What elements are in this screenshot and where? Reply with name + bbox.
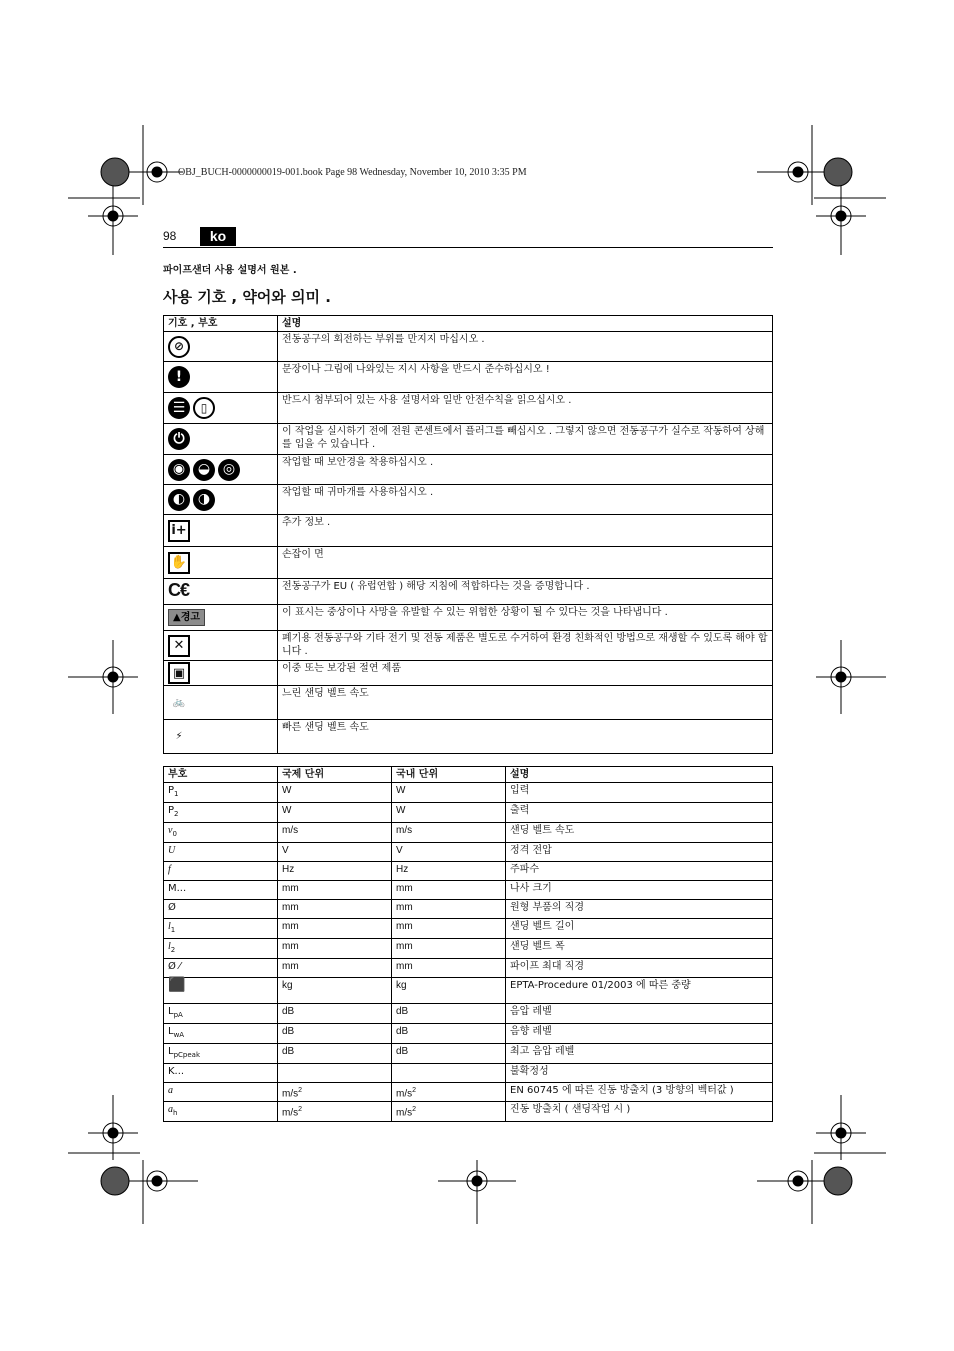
explanation-cell: 음향 레벨 (506, 1024, 773, 1044)
sign-cell (164, 803, 278, 823)
double-insulation-icon: ▣ (168, 662, 190, 684)
symbol-cell (164, 393, 278, 424)
sign-symbol: L (168, 1046, 174, 1057)
explanation-cell: 정격 전압 (506, 843, 773, 862)
intl-unit-cell (278, 900, 392, 919)
intl-unit-cell-value: W (282, 805, 292, 816)
sign-cell (164, 939, 278, 959)
sign-symbol: L (168, 1026, 174, 1037)
explanation-cell: 음압 레벨 (506, 1004, 773, 1024)
unit-row (164, 823, 773, 843)
unit-row (164, 1024, 773, 1044)
symbol-cell (164, 362, 278, 393)
intl-unit-cell (278, 1004, 392, 1024)
sign-symbol: P (168, 805, 175, 816)
sign-symbol: Ø ⁄ (168, 961, 181, 972)
symbol-cell (164, 332, 278, 362)
symbol-row (164, 720, 773, 754)
symbol-description: 작업할 때 귀마개를 사용하십시오 . (278, 485, 773, 515)
national-unit-cell (392, 803, 506, 823)
national-unit-cell-value: W (396, 785, 406, 796)
ear-protection-alt-icon: ◑ (193, 489, 215, 511)
intl-unit-cell (278, 1102, 392, 1122)
unit-row (164, 959, 773, 978)
no-touch-icon: ⊘ (168, 336, 190, 358)
explanation-cell: EN 60745 에 따른 진동 방출치 (3 방향의 벡터값 ) (506, 1083, 773, 1102)
explanation-cell: 파이프 최대 직경 (506, 959, 773, 978)
warning-triangle-icon: ▲ (173, 612, 181, 623)
intl-unit-cell-value: dB (282, 1026, 295, 1037)
sign-cell (164, 1102, 278, 1122)
intl-unit-cell-value: m/s (282, 1088, 299, 1100)
unit-row (164, 1044, 773, 1064)
symbol-cell (164, 424, 278, 455)
header-national-unit: 국내 단위 (392, 767, 506, 783)
national-unit-cell-value: mm (396, 902, 413, 913)
unit-row (164, 843, 773, 862)
ce-mark-icon: C€ (168, 579, 190, 600)
intl-unit-cell-exponent: 2 (298, 1087, 303, 1094)
national-unit-cell-exponent: 2 (412, 1087, 417, 1094)
unit-row (164, 1064, 773, 1083)
intl-unit-cell-exponent: 2 (298, 1106, 303, 1114)
header-explanation: 설명 (506, 767, 773, 783)
national-unit-cell (392, 1102, 506, 1122)
explanation-cell: 주파수 (506, 862, 773, 881)
unit-row (164, 900, 773, 919)
goggles-icon: ◎ (218, 459, 240, 481)
national-unit-cell (392, 843, 506, 862)
sign-subscript: pA (173, 1011, 183, 1019)
intl-unit-cell-value: mm (282, 921, 299, 932)
national-unit-cell (392, 1004, 506, 1024)
sign-cell (164, 881, 278, 900)
symbol-row (164, 661, 773, 686)
weight-icon: ⬛ (168, 977, 186, 993)
symbol-description: 이 표시는 중상이나 사망을 유발할 수 있는 위험한 상황이 될 수 있다는 것을 나타냅니다 . (278, 605, 773, 631)
fast-bike-icon: ⚡ (175, 731, 183, 742)
unit-row (164, 1083, 773, 1102)
intl-unit-cell (278, 919, 392, 939)
national-unit-cell-value: dB (396, 1006, 409, 1017)
symbol-description: 빠른 샌딩 벨트 속도 (278, 720, 773, 754)
sign-cell (164, 843, 278, 862)
intl-unit-cell (278, 783, 392, 803)
slow-bike-icon: 🚲 (172, 697, 186, 708)
intl-unit-cell (278, 823, 392, 843)
sign-cell (164, 959, 278, 978)
symbol-description: 느린 샌딩 벨트 속도 (278, 686, 773, 720)
sign-cell (164, 978, 278, 1004)
symbol-row (164, 393, 773, 424)
exclamation-icon: ! (168, 366, 190, 388)
intl-unit-cell (278, 959, 392, 978)
national-unit-cell (392, 900, 506, 919)
explanation-cell: 진동 방출치 ( 샌딩작업 시 ) (506, 1102, 773, 1122)
national-unit-cell-exponent: 2 (412, 1106, 417, 1114)
ear-protection-icon: ◐ (168, 489, 190, 511)
symbol-cell (164, 547, 278, 579)
sign-subscript: wA (173, 1031, 185, 1039)
info-plus-icon: i+ (168, 520, 190, 542)
explanation-cell: 샌딩 벨트 폭 (506, 939, 773, 959)
sign-cell (164, 823, 278, 843)
header-description: 설명 (278, 316, 773, 332)
symbol-cell (164, 631, 278, 661)
symbol-row (164, 424, 773, 455)
symbol-cell (164, 605, 278, 631)
symbol-description: 이중 또는 보강된 절연 제품 (278, 661, 773, 686)
sign-symbol: U (168, 845, 176, 856)
symbol-row (164, 362, 773, 393)
intl-unit-cell (278, 862, 392, 881)
sign-cell (164, 1024, 278, 1044)
intl-unit-cell (278, 881, 392, 900)
sign-symbol: K... (168, 1066, 185, 1077)
national-unit-cell (392, 823, 506, 843)
units-header-row (164, 767, 773, 783)
header-sign: 부호 (164, 767, 278, 783)
symbol-row (164, 631, 773, 661)
read-manual-icon: ☰ (168, 397, 190, 419)
header-symbol: 기호 , 부호 (164, 316, 278, 332)
intl-unit-cell-value: mm (282, 902, 299, 913)
unplug-icon: ⏻ (168, 428, 190, 450)
sign-subscript: 2 (170, 946, 176, 954)
national-unit-cell (392, 1083, 506, 1102)
unit-row (164, 919, 773, 939)
symbol-row (164, 605, 773, 631)
symbol-row (164, 485, 773, 515)
intl-unit-cell (278, 1024, 392, 1044)
national-unit-cell-value: dB (396, 1026, 409, 1037)
unit-row (164, 881, 773, 900)
sign-symbol: M... (168, 883, 187, 894)
sign-symbol: P (168, 785, 175, 796)
national-unit-cell-value: mm (396, 883, 413, 894)
sign-symbol: l (168, 921, 171, 932)
intl-unit-cell-value: W (282, 785, 292, 796)
sign-cell (164, 1083, 278, 1102)
sign-subscript: h (173, 1109, 178, 1118)
unit-row (164, 939, 773, 959)
book-icon: ▯ (193, 397, 215, 419)
national-unit-cell (392, 919, 506, 939)
intl-unit-cell (278, 803, 392, 823)
sign-subscript: 1 (174, 790, 179, 798)
intl-unit-cell-value: mm (282, 941, 299, 952)
symbol-description: 추가 정보 . (278, 515, 773, 547)
sign-symbol: l (168, 941, 171, 952)
explanation-cell: EPTA-Procedure 01/2003 에 따른 중량 (506, 978, 773, 1004)
national-unit-cell (392, 939, 506, 959)
symbol-row (164, 455, 773, 485)
explanation-cell: 입력 (506, 783, 773, 803)
national-unit-cell-value: W (396, 805, 406, 816)
national-unit-cell-value: m/s (396, 825, 413, 836)
national-unit-cell (392, 1024, 506, 1044)
national-unit-cell (392, 1064, 506, 1083)
sign-subscript: 2 (174, 810, 179, 818)
sign-cell (164, 900, 278, 919)
symbol-description: 문장이나 그림에 나와있는 지시 사항을 반드시 준수하십시오 ! (278, 362, 773, 393)
intl-unit-cell-value: mm (282, 961, 299, 972)
national-unit-cell (392, 1044, 506, 1064)
intl-unit-cell-value: V (282, 845, 289, 856)
symbol-row (164, 515, 773, 547)
face-shield-icon: ◒ (193, 459, 215, 481)
weee-bin-icon: ✕ (168, 635, 190, 657)
safety-glasses-icon: ◉ (168, 459, 190, 481)
symbol-cell (164, 661, 278, 686)
symbol-description: 이 작업을 실시하기 전에 전원 콘센트에서 플러그를 빼십시오 . 그렇지 않으면 전동공구가 실수로 작동하여 상해를 입을 수 있습니다 . (278, 424, 773, 455)
print-line: OBJ_BUCH-0000000019-001.book Page 98 Wednesday, November 10, 2010 3:35 PM (178, 167, 527, 178)
page-number: 98 (163, 229, 177, 243)
symbol-description: 전동공구가 EU ( 유럽연합 ) 해당 지침에 적합하다는 것을 증명합니다 . (278, 579, 773, 605)
symbol-row (164, 332, 773, 362)
sign-subscript: pCpeak (173, 1051, 201, 1059)
sign-cell (164, 919, 278, 939)
national-unit-cell-value: m/s (396, 1107, 413, 1119)
header-rule (163, 247, 773, 248)
unit-row (164, 978, 773, 1004)
warning-badge-label: 경고 (180, 612, 201, 623)
intl-unit-cell (278, 1083, 392, 1102)
sign-symbol: f (168, 864, 171, 875)
symbol-cell (164, 686, 278, 720)
sign-subscript: 0 (172, 830, 177, 838)
sign-cell (164, 1064, 278, 1083)
sign-cell (164, 1004, 278, 1024)
explanation-cell: 나사 크기 (506, 881, 773, 900)
national-unit-cell (392, 783, 506, 803)
section-heading: 사용 기호 , 약어와 의미 . (163, 288, 331, 306)
symbol-cell (164, 720, 278, 754)
unit-row (164, 1004, 773, 1024)
intl-unit-cell-value: dB (282, 1046, 295, 1057)
symbol-description: 손잡이 면 (278, 547, 773, 579)
intl-unit-cell-value: Hz (282, 864, 295, 875)
national-unit-cell-value: Hz (396, 864, 409, 875)
intl-unit-cell-value: m/s (282, 1107, 299, 1119)
intl-unit-cell (278, 1064, 392, 1083)
symbol-description: 작업할 때 보안경을 착용하십시오 . (278, 455, 773, 485)
intl-unit-cell (278, 978, 392, 1004)
national-unit-cell-value: V (396, 845, 403, 856)
units-table (163, 766, 773, 1122)
symbols-header-row (164, 316, 773, 332)
sign-symbol: v (168, 825, 173, 836)
symbol-row (164, 547, 773, 579)
sign-cell (164, 783, 278, 803)
sign-cell (164, 862, 278, 881)
explanation-cell: 샌딩 벨트 길이 (506, 919, 773, 939)
intl-unit-cell (278, 843, 392, 862)
unit-row (164, 1102, 773, 1122)
header-intl-unit: 국제 단위 (278, 767, 392, 783)
unit-row (164, 783, 773, 803)
national-unit-cell (392, 978, 506, 1004)
intl-unit-cell-value: m/s (282, 825, 299, 836)
symbol-row (164, 579, 773, 605)
symbol-description: 반드시 첨부되어 있는 사용 설명서와 일반 안전수칙을 읽으십시오 . (278, 393, 773, 424)
national-unit-cell-value: dB (396, 1046, 409, 1057)
explanation-cell: 불확정성 (506, 1064, 773, 1083)
document-subtitle: 파이프샌더 사용 설명서 원본 . (163, 265, 297, 276)
national-unit-cell (392, 959, 506, 978)
sign-symbol: L (168, 1006, 174, 1017)
sign-symbol: a (168, 1085, 173, 1096)
intl-unit-cell-value: kg (282, 980, 293, 991)
national-unit-cell-value: mm (396, 921, 413, 932)
sign-symbol: Ø (168, 902, 176, 913)
explanation-cell: 최고 음압 레벨 (506, 1044, 773, 1064)
intl-unit-cell (278, 1044, 392, 1064)
symbol-cell (164, 579, 278, 605)
national-unit-cell-value: mm (396, 961, 413, 972)
sign-symbol: a (168, 1104, 173, 1116)
intl-unit-cell (278, 939, 392, 959)
unit-row (164, 862, 773, 881)
symbols-table (163, 315, 773, 754)
sign-subscript: 1 (170, 926, 176, 934)
handle-surface-icon: ✋ (168, 552, 190, 574)
national-unit-cell-value: kg (396, 980, 407, 991)
intl-unit-cell-value: dB (282, 1006, 295, 1017)
explanation-cell: 출력 (506, 803, 773, 823)
symbol-row (164, 686, 773, 720)
explanation-cell: 원형 부품의 직경 (506, 900, 773, 919)
symbol-description: 전동공구의 회전하는 부위를 만지지 마십시오 . (278, 332, 773, 362)
intl-unit-cell-value: mm (282, 883, 299, 894)
national-unit-cell-value: m/s (396, 1088, 413, 1100)
symbol-cell (164, 485, 278, 515)
explanation-cell: 샌딩 벨트 속도 (506, 823, 773, 843)
symbol-description: 폐기용 전동공구와 기타 전기 및 전동 제품은 별도로 수거하여 환경 친화적인 방법으로 재생할 수 있도록 해야 합니다 . (278, 631, 773, 661)
warning-badge-icon (168, 609, 205, 626)
sign-cell (164, 1044, 278, 1064)
national-unit-cell-value: mm (396, 941, 413, 952)
national-unit-cell (392, 862, 506, 881)
language-tab: ko (200, 227, 236, 246)
symbol-cell (164, 455, 278, 485)
national-unit-cell (392, 881, 506, 900)
unit-row (164, 803, 773, 823)
symbol-cell (164, 515, 278, 547)
